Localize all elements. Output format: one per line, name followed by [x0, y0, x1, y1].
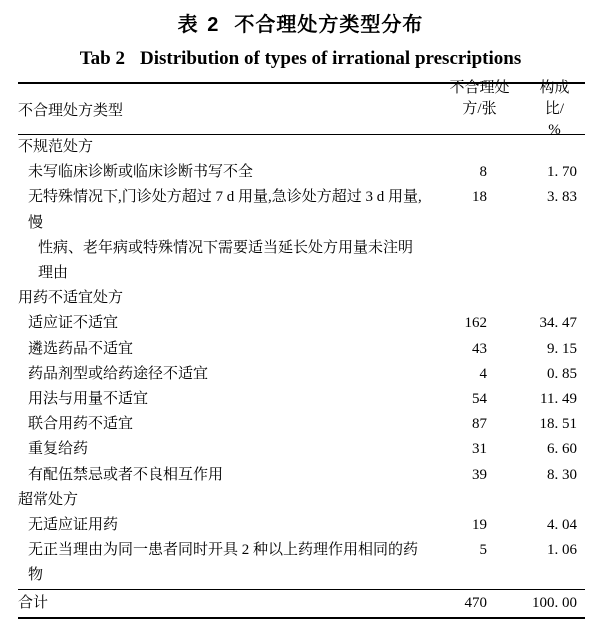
- table-body: [18, 135, 585, 589]
- table-title-en: [0, 47, 601, 71]
- table-total-row: [18, 589, 585, 617]
- row-category-line: 适应证不适宜: [28, 315, 119, 332]
- row-percent: 8. 30: [547, 466, 577, 483]
- row-category: [18, 311, 427, 336]
- row-category: [18, 412, 427, 437]
- row-category-line: 无适应证用药: [28, 517, 119, 534]
- row-category: 超常处方: [18, 491, 79, 508]
- col-header-count: [427, 78, 532, 141]
- col-header-percent-line1: 构成比/: [539, 79, 570, 117]
- table-row-section: [18, 488, 585, 513]
- table-row-item: [18, 160, 585, 185]
- table-row-item: [18, 437, 585, 462]
- total-percent: 100. 00: [532, 594, 577, 611]
- row-percent: 4. 04: [547, 517, 577, 534]
- row-category: [18, 185, 427, 286]
- row-category: [18, 362, 427, 387]
- table-row-section: [18, 286, 585, 311]
- row-category-line: 未写临床诊断或临床诊断书写不全: [28, 164, 254, 181]
- row-percent: 9. 15: [547, 340, 577, 357]
- row-category-line: 联合用药不适宜: [28, 416, 134, 433]
- row-count: 54: [472, 391, 487, 408]
- col-headers-numeric: [427, 78, 585, 141]
- row-category: [18, 387, 427, 412]
- row-category-line: 遴选药品不适宜: [28, 340, 134, 357]
- row-category: [18, 337, 427, 362]
- row-category: [18, 513, 427, 538]
- table-title-en-label: Tab 2: [79, 48, 125, 69]
- row-category: 不规范处方: [18, 139, 94, 155]
- row-percent: 11. 49: [540, 391, 577, 408]
- row-count: 43: [472, 340, 487, 357]
- row-percent: 1. 06: [547, 542, 577, 559]
- table-title-zh-text: 不合理处方类型分布: [234, 14, 424, 36]
- row-category-line: 重复给药: [28, 441, 89, 458]
- table-row-item: [18, 337, 585, 362]
- row-percent: 1. 70: [547, 164, 577, 181]
- row-percent: 0. 85: [547, 365, 577, 382]
- row-category-line: 用法与用量不适宜: [28, 391, 149, 408]
- row-category-line: 性病、老年病或特殊情况下需要适当延长处方用量未注明理由: [38, 239, 414, 282]
- row-category-line: 有配伍禁忌或者不良相互作用: [28, 466, 224, 483]
- total-count: 470: [464, 594, 487, 611]
- row-count: 4: [479, 365, 487, 382]
- row-count: 5: [479, 542, 487, 559]
- row-percent: 34. 47: [539, 315, 577, 332]
- table-title-zh: [0, 0, 601, 38]
- table-row-item: [18, 387, 585, 412]
- col-header-count-line2: 方/张: [462, 100, 497, 117]
- table-header-row: [18, 79, 585, 138]
- table-row-item: [18, 185, 585, 286]
- row-category-line: 无正当理由为同一患者同时开具 2 种以上药理作用相同的药物: [28, 542, 419, 584]
- table-row-item: [18, 362, 585, 387]
- table-row-item: [18, 513, 585, 538]
- col-header-percent-line2: %: [548, 121, 561, 138]
- row-count: 8: [479, 164, 487, 181]
- table-row-item: [18, 412, 585, 437]
- col-header-count-line1: 不合理处: [449, 79, 510, 96]
- row-percent: 6. 60: [547, 441, 577, 458]
- row-count: 19: [472, 517, 487, 534]
- row-count: 18: [472, 189, 487, 206]
- row-count: 162: [464, 315, 487, 332]
- table-title-en-text: Distribution of types of irrational prescriptions: [140, 48, 522, 69]
- row-category: [18, 160, 427, 185]
- row-category-line: 无特殊情况下,门诊处方超过 7 d 用量,急诊处方超过 3 d 用量,慢: [28, 189, 422, 231]
- row-percent: 18. 51: [539, 416, 577, 433]
- row-category: 用药不适宜处方: [18, 290, 124, 307]
- col-header-percent: [532, 78, 585, 141]
- row-percent: 3. 83: [547, 189, 577, 206]
- row-category: [18, 437, 427, 462]
- prescriptions-table: [18, 79, 585, 619]
- row-count: 39: [472, 466, 487, 483]
- table-row-item: [18, 538, 585, 588]
- row-category: [18, 463, 427, 488]
- table-row-item: [18, 463, 585, 488]
- row-count: 87: [472, 416, 487, 433]
- row-category-line: 药品剂型或给药途径不适宜: [28, 365, 209, 382]
- col-header-category: 不合理处方类型: [18, 102, 124, 119]
- table-title-zh-label: 表 2: [177, 14, 221, 36]
- table-row-item: [18, 311, 585, 336]
- total-label: 合计: [18, 594, 49, 611]
- row-count: 31: [472, 441, 487, 458]
- row-category: [18, 538, 427, 588]
